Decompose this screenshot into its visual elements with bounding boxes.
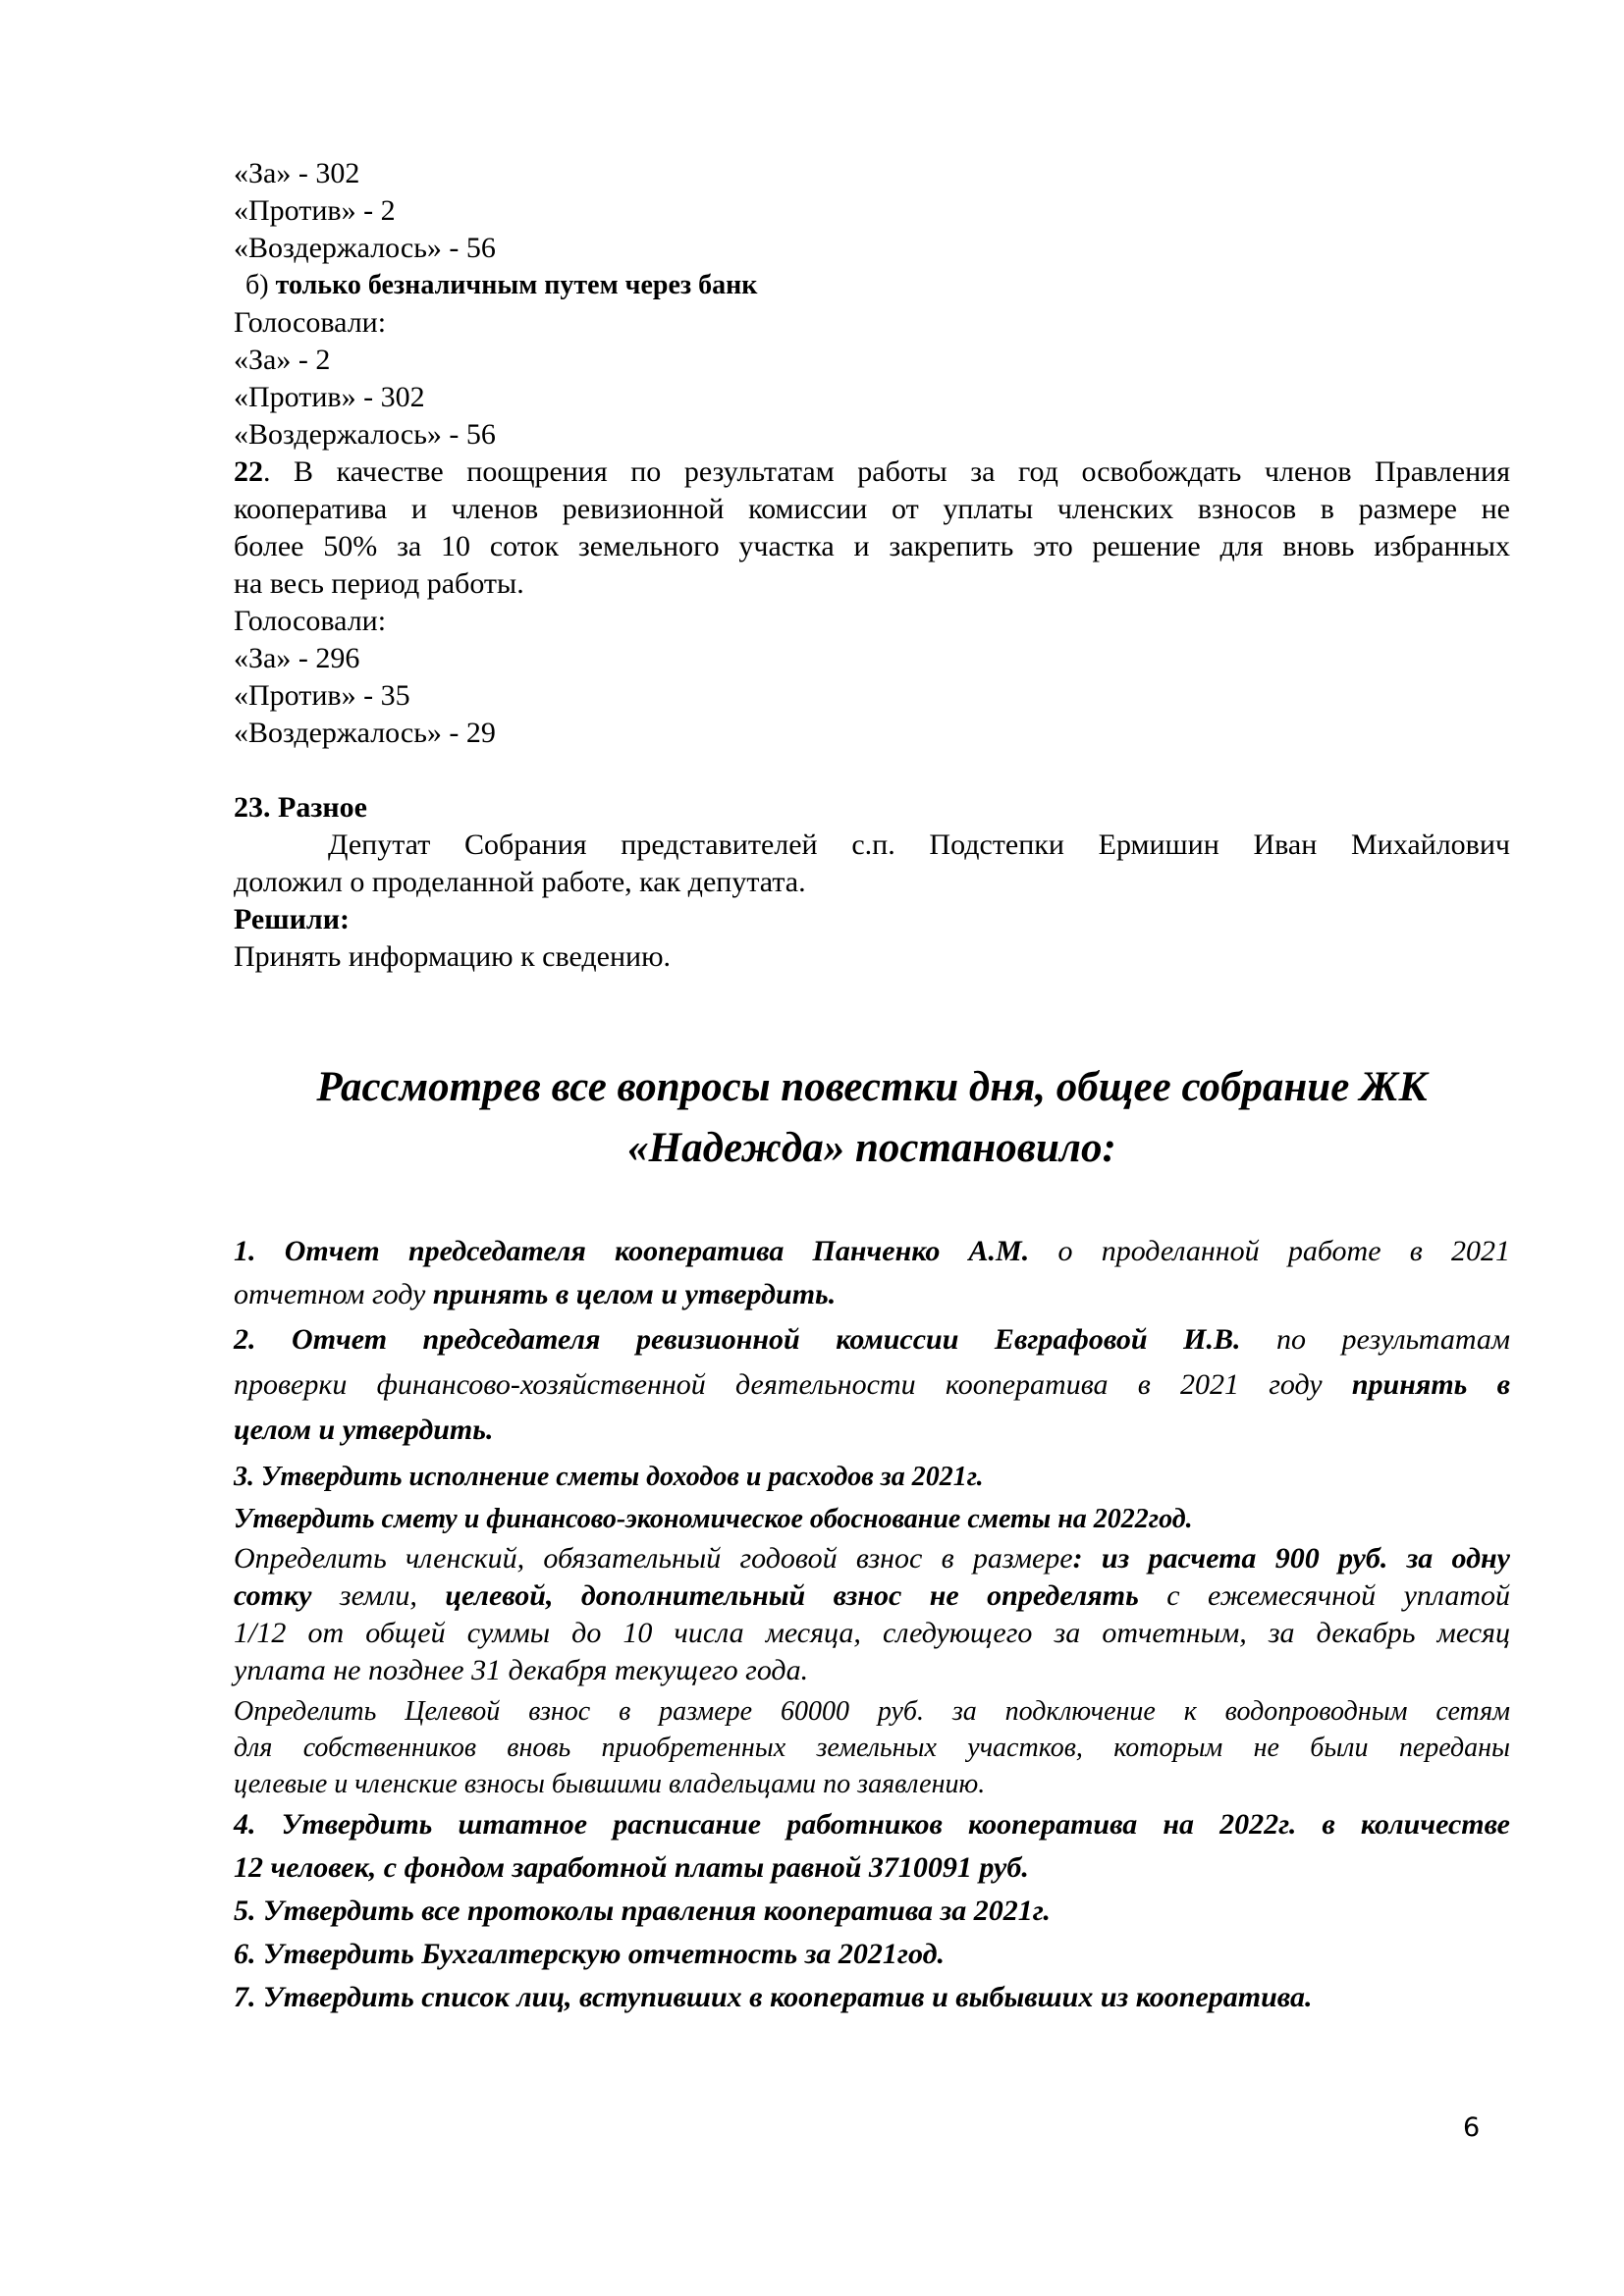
- resolution-5: 5. Утвердить все протоколы правления кооператива за 2021г.: [234, 1895, 1051, 1927]
- vote-for-2: «За» - 2: [234, 344, 331, 376]
- vote-abstain-2: «Воздержалось» - 56: [234, 418, 496, 451]
- fee-line-3: 1/12 от общей суммы до 10 числа месяца, следующего за отчетным, за декабрь месяц: [234, 1617, 1510, 1649]
- page-number: 6: [1463, 2112, 1481, 2143]
- item-23-line-2: доложил о проделанной работе, как депутата.: [234, 866, 806, 898]
- option-b-text: только безналичным путем через банк: [275, 270, 758, 300]
- resolution-heading-line-2: «Надежда» постановило:: [627, 1125, 1116, 1171]
- resolution-2-line-3: целом и утвердить.: [234, 1414, 494, 1446]
- option-b: [245, 267, 757, 304]
- resolution-6: 6. Утвердить Бухгалтерскую отчетность за 2021год.: [234, 1938, 945, 1970]
- item-22-line-3: более 50% за 10 соток земельного участка и закрепить это решение для вновь избранных: [234, 530, 1510, 562]
- voted-label-3: Голосовали:: [234, 605, 387, 637]
- resolution-2-line-2: проверки финансово-хозяйственной деятельности кооператива в 2021 году принять в: [234, 1368, 1510, 1401]
- resolution-7: 7. Утвердить список лиц, вступивших в кооператив и выбывших из кооператива.: [234, 1981, 1313, 2013]
- fee-line-4: уплата не позднее 31 декабря текущего года.: [234, 1654, 809, 1686]
- option-b-prefix: б): [245, 270, 276, 300]
- resolution-1-line-1: 1. Отчет председателя кооператива Панченко А.М. о проделанной работе в 2021: [234, 1235, 1510, 1267]
- item-22-number: 22: [234, 455, 263, 488]
- vote-against-1: «Против» - 2: [234, 194, 396, 227]
- item-23-resolved-label: Решили:: [234, 903, 350, 935]
- resolution-2-line-1: 2. Отчет председателя ревизионной комиссии Евграфовой И.В. по результатам: [234, 1323, 1510, 1356]
- fee-line-2: сотку земли, целевой, дополнительный взнос не определять с ежемесячной уплатой: [234, 1579, 1511, 1612]
- resolution-heading-line-1: Рассмотрев все вопросы повестки дня, общее собрание ЖК: [316, 1064, 1428, 1110]
- fee-line-1: Определить членский, обязательный годовой взнос в размере: из расчета 900 руб. за одну: [234, 1542, 1511, 1575]
- item-23-title: 23. Разное: [234, 791, 367, 824]
- target-fee-line-2: для собственников вновь приобретенных земельных участков, которым не были переданы: [234, 1733, 1510, 1763]
- target-fee-line-3: целевые и членские взносы бывшими владельцами по заявлению.: [234, 1769, 986, 1799]
- vote-for-3: «За» - 296: [234, 642, 360, 674]
- resolution-3-line-1: 3. Утвердить исполнение сметы доходов и расходов за 2021г.: [234, 1462, 984, 1492]
- vote-for-1: «За» - 302: [234, 157, 360, 189]
- vote-abstain-3: «Воздержалось» - 29: [234, 717, 496, 749]
- resolution-4-line-2: 12 человек, с фондом заработной платы равной 3710091 руб.: [234, 1851, 1029, 1884]
- resolution-4-line-1: 4. Утвердить штатное расписание работников кооператива на 2022г. в количестве: [234, 1808, 1510, 1841]
- vote-against-2: «Против» - 302: [234, 381, 425, 413]
- resolution-3-line-2: Утвердить смету и финансово-экономическое обоснование сметы на 2022год.: [234, 1504, 1193, 1534]
- resolution-1-line-2: отчетном году принять в целом и утвердить.: [234, 1278, 837, 1310]
- item-23-resolved-text: Принять информацию к сведению.: [234, 940, 671, 973]
- vote-against-3: «Против» - 35: [234, 679, 410, 712]
- vote-abstain-1: «Воздержалось» - 56: [234, 232, 496, 264]
- item-22-line-2: кооператива и членов ревизионной комиссии от уплаты членских взносов в размере не: [234, 493, 1510, 525]
- item-23-line-1: Депутат Собрания представителей с.п. Подстепки Ермишин Иван Михайлович: [328, 828, 1510, 861]
- voted-label-2: Голосовали:: [234, 306, 387, 339]
- item-22-line-4: на весь период работы.: [234, 567, 524, 600]
- target-fee-line-1: Определить Целевой взнос в размере 60000 руб. за подключение к водопроводным сетям: [234, 1696, 1510, 1727]
- item-22-line-1: 22. В качестве поощрения по результатам работы за год освобождать членов Правления: [234, 455, 1510, 488]
